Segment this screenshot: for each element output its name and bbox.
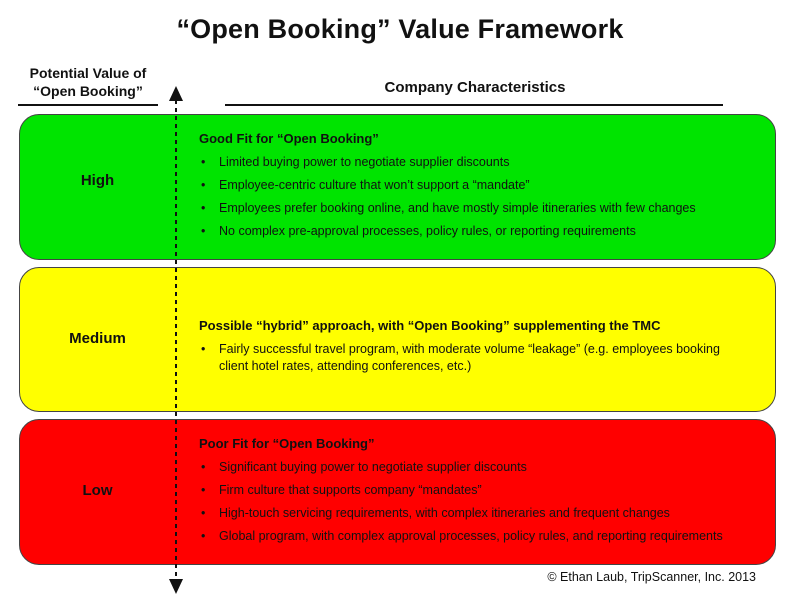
bullet-text: High-touch servicing requirements, with complex itineraries and frequent changes [219,506,670,520]
bullet-text: Firm culture that supports company “mandates” [219,483,482,497]
potential-value-divider [18,104,158,106]
potential-value-header-line1: Potential Value of [29,65,147,81]
list-item [199,200,759,217]
band-high-content [199,131,759,246]
bullet-icon: • [201,155,206,169]
page-title: “Open Booking” Value Framework [176,14,624,44]
band-low [19,419,776,565]
bullet-icon: • [201,483,206,497]
band-medium-heading: Possible “hybrid” approach, with “Open Booking” supplementing the TMC [199,318,661,333]
company-characteristics-header: Company Characteristics [384,79,566,96]
bullet-icon: • [201,224,206,238]
bullet-text: Significant buying power to negotiate supplier discounts [219,460,527,474]
bullet-text: Employees prefer booking online, and have mostly simple itineraries with few changes [219,201,696,215]
list-item [199,341,759,375]
bullet-icon: • [201,529,206,543]
copyright-notice: © Ethan Laub, TripScanner, Inc. 2013 [547,570,756,584]
level-label-medium: Medium [69,330,126,347]
bullet-text: No complex pre-approval processes, policy rules, or reporting requirements [219,224,636,238]
bullet-text: Limited buying power to negotiate supplier discounts [219,155,510,169]
company-characteristics-divider [225,104,723,106]
arrow-down-icon [169,579,183,594]
bullet-text: Employee-centric culture that won’t support a “mandate” [219,178,530,192]
list-item [199,223,759,240]
list-item [199,154,759,171]
arrow-up-icon [169,86,183,101]
band-high-heading: Good Fit for “Open Booking” [199,131,379,146]
band-high-bullets [199,154,759,240]
band-medium [19,267,776,412]
level-label-high: High [80,172,115,189]
list-item [199,505,759,522]
potential-value-header-line2: “Open Booking” [33,83,143,99]
band-low-content [199,436,759,551]
bullet-text: Fairly successful travel program, with moderate volume “leakage” (e.g. employees booking client hotel rates, attending conferences, etc.) [219,342,720,373]
bullet-icon: • [201,460,206,474]
value-axis-arrow [166,86,186,594]
band-low-heading: Poor Fit for “Open Booking” [199,436,375,451]
band-low-bullets [199,459,759,545]
bullet-text: Global program, with complex approval processes, policy rules, and reporting requirements [219,529,723,543]
band-medium-content [199,318,759,381]
list-item [199,482,759,499]
band-medium-bullets [199,341,759,375]
bullet-icon: • [201,342,206,356]
list-item [199,459,759,476]
bullet-icon: • [201,506,206,520]
potential-value-header [18,64,158,100]
bullet-icon: • [201,178,206,192]
level-label-low: Low [82,482,113,499]
bullet-icon: • [201,201,206,215]
band-high [19,114,776,260]
list-item [199,177,759,194]
list-item [199,528,759,545]
